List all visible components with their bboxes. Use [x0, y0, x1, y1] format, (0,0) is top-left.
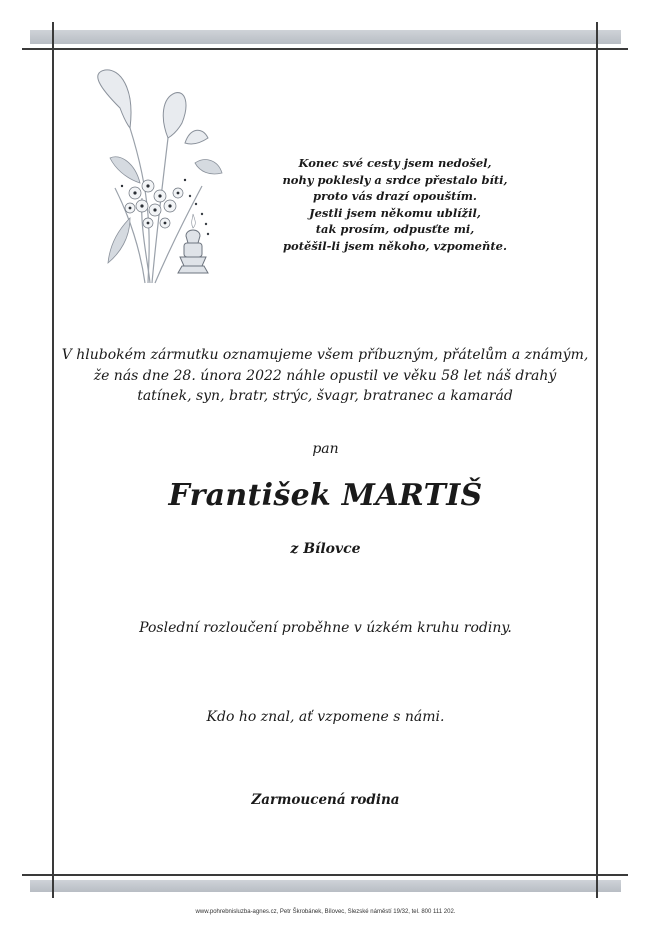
remember-text: Kdo ho znal, ať vzpomene s námi.: [206, 709, 445, 725]
poem-line: Konec své cesty jsem nedošel,: [298, 156, 492, 170]
announcement-line: že nás dne 28. února 2022 náhle opustil ve věku 58 let náš drahý: [93, 367, 557, 384]
poem-line: proto vás drazí opouštím.: [313, 189, 477, 204]
frame-top-band: [30, 30, 621, 44]
poem-line: potěšil-li jsem někoho, vzpomeňte.: [283, 238, 507, 253]
footer-contact: www.pohrebnisluzba-agnes.cz, Petr Škrobánek, Bílovec, Slezské náměstí 19/32, tel. 800 111 202.: [195, 909, 456, 915]
poem-line: Jestli jsem někomu ublížil,: [309, 205, 481, 220]
announcement-block: [60, 345, 590, 407]
flower-bouquet-with-lantern-icon: [90, 68, 240, 296]
frame-bottom-rule: [22, 874, 628, 876]
poem-line: tak prosím, odpusťte mi,: [315, 222, 475, 237]
title-pan: pan: [312, 441, 339, 457]
frame-right-rule: [596, 22, 598, 898]
farewell-text: Poslední rozloučení proběhne v úzkém kruhu rodiny.: [139, 620, 512, 636]
poem-block: [270, 155, 520, 255]
frame-bottom-band: [30, 880, 621, 892]
deceased-name: František MARTIŠ: [168, 478, 483, 513]
poem-line: nohy poklesly a srdce přestalo bíti,: [282, 172, 508, 187]
announcement-line: V hlubokém zármutku oznamujeme všem příbuzným, přátelům a známým,: [61, 347, 589, 363]
announcement-line: tatínek, syn, bratr, strýc, švagr, bratranec a kamarád: [137, 388, 513, 404]
frame-top-rule: [22, 48, 628, 50]
signature-text: Zarmoucená rodina: [251, 792, 400, 808]
origin-text: z Bílovce: [290, 541, 361, 557]
frame-left-rule: [52, 22, 54, 898]
